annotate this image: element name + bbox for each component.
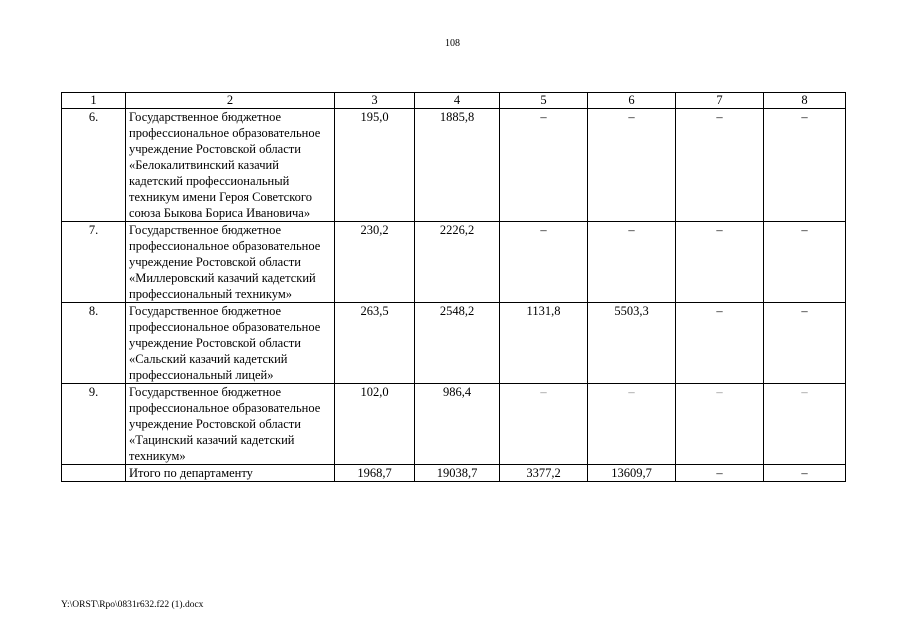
institution-name: Государственное бюджетное профессиональное образовательное учреждение Ростовской области «Белокалитвинский казачий кадетский профессиональный техникум имени Героя Советского союза Быкова Бориса Ивановича»	[126, 109, 335, 222]
table-row	[62, 303, 846, 384]
table-total-row	[62, 465, 846, 482]
page-number: 108	[445, 38, 460, 49]
table-row	[62, 109, 846, 222]
value-col-4: 986,4	[415, 384, 500, 465]
header-cell-2: 2	[126, 93, 335, 109]
total-col-8: –	[764, 465, 846, 482]
total-col-6: 13609,7	[588, 465, 676, 482]
value-col-3: 195,0	[335, 109, 415, 222]
value-col-5: –	[500, 109, 588, 222]
table-header-row	[62, 93, 846, 109]
table-row	[62, 222, 846, 303]
total-row-number	[62, 465, 126, 482]
institution-name: Государственное бюджетное профессиональное образовательное учреждение Ростовской области «Тацинский казачий кадетский техникум»	[126, 384, 335, 465]
value-col-6: 5503,3	[588, 303, 676, 384]
row-number: 6.	[62, 109, 126, 222]
row-number: 7.	[62, 222, 126, 303]
value-col-4: 2548,2	[415, 303, 500, 384]
total-col-7: –	[676, 465, 764, 482]
header-cell-4: 4	[415, 93, 500, 109]
budget-table	[61, 92, 846, 482]
header-cell-3: 3	[335, 93, 415, 109]
value-col-5: 1131,8	[500, 303, 588, 384]
value-col-7: –	[676, 384, 764, 465]
row-number: 9.	[62, 384, 126, 465]
total-col-3: 1968,7	[335, 465, 415, 482]
value-col-7: –	[676, 109, 764, 222]
footer-file-path: Y:\ORST\Rpo\0831r632.f22 (1).docx	[61, 600, 204, 610]
total-col-4: 19038,7	[415, 465, 500, 482]
value-col-5: –	[500, 222, 588, 303]
header-cell-7: 7	[676, 93, 764, 109]
value-col-6: –	[588, 109, 676, 222]
value-col-6: –	[588, 384, 676, 465]
total-col-5: 3377,2	[500, 465, 588, 482]
value-col-3: 230,2	[335, 222, 415, 303]
value-col-7: –	[676, 303, 764, 384]
value-col-3: 263,5	[335, 303, 415, 384]
value-col-8: –	[764, 303, 846, 384]
total-label: Итого по департаменту	[126, 465, 335, 482]
value-col-4: 1885,8	[415, 109, 500, 222]
value-col-8: –	[764, 384, 846, 465]
value-col-8: –	[764, 222, 846, 303]
value-col-5: –	[500, 384, 588, 465]
header-cell-8: 8	[764, 93, 846, 109]
value-col-4: 2226,2	[415, 222, 500, 303]
table-row	[62, 384, 846, 465]
institution-name: Государственное бюджетное профессиональное образовательное учреждение Ростовской области «Сальский казачий кадетский профессиональный лицей»	[126, 303, 335, 384]
header-cell-6: 6	[588, 93, 676, 109]
header-cell-5: 5	[500, 93, 588, 109]
row-number: 8.	[62, 303, 126, 384]
header-cell-1: 1	[62, 93, 126, 109]
value-col-7: –	[676, 222, 764, 303]
value-col-3: 102,0	[335, 384, 415, 465]
institution-name: Государственное бюджетное профессиональное образовательное учреждение Ростовской области «Миллеровский казачий кадетский профессиональный техникум»	[126, 222, 335, 303]
value-col-6: –	[588, 222, 676, 303]
value-col-8: –	[764, 109, 846, 222]
